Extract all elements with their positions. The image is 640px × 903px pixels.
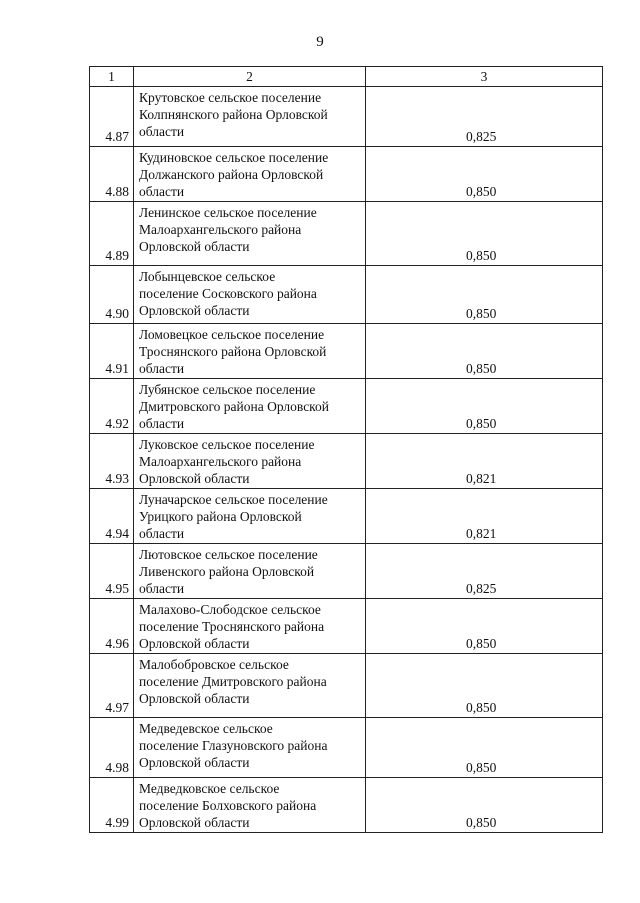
table-row	[90, 718, 603, 778]
coefficient-value: 0,825	[366, 544, 603, 599]
row-number: 4.91	[90, 324, 134, 379]
coefficient-value: 0,850	[366, 718, 603, 778]
coefficient-value: 0,850	[366, 324, 603, 379]
settlement-name	[134, 778, 366, 833]
row-number: 4.95	[90, 544, 134, 599]
settlement-name-line: Малоархангельского района	[139, 454, 302, 469]
settlement-name-line: области	[139, 416, 185, 431]
page-number: 9	[316, 34, 324, 50]
header-col-1: 1	[90, 67, 134, 87]
header-col-2: 2	[134, 67, 366, 87]
settlement-name-line: Малахово-Слободское сельское	[139, 602, 321, 617]
settlement-name-line: Медведковское сельское	[139, 781, 280, 796]
settlement-name-line: Орловской области	[139, 303, 250, 318]
settlement-name-line: области	[139, 581, 185, 596]
settlement-name-line: Малоархангельского района	[139, 222, 302, 237]
settlement-name	[134, 434, 366, 489]
settlement-name-line: области	[139, 526, 185, 541]
settlement-name-line: Орловской области	[139, 471, 250, 486]
settlement-name-line: Крутовское сельское поселение	[139, 90, 322, 105]
table-row	[90, 489, 603, 544]
table-header-row	[90, 67, 603, 87]
settlement-name-line: Лютовское сельское поселение	[139, 547, 318, 562]
settlement-name	[134, 654, 366, 718]
table-row	[90, 266, 603, 324]
coefficient-value: 0,821	[366, 489, 603, 544]
coefficient-value: 0,850	[366, 599, 603, 654]
header-col-3: 3	[366, 67, 603, 87]
settlement-name-line: Лубянское сельское поселение	[139, 382, 316, 397]
settlement-name-line: Ливенского района Орловской	[139, 564, 315, 579]
table-row	[90, 544, 603, 599]
settlement-name-line: области	[139, 184, 185, 199]
settlement-name-line: Ломовецкое сельское поселение	[139, 327, 325, 342]
settlement-name-line: Троснянского района Орловской	[139, 344, 327, 359]
coefficient-value: 0,850	[366, 379, 603, 434]
settlement-name-line: Орловской области	[139, 815, 250, 830]
coefficient-value: 0,850	[366, 778, 603, 833]
row-number: 4.99	[90, 778, 134, 833]
settlement-name-line: Орловской области	[139, 239, 250, 254]
coefficient-value: 0,850	[366, 654, 603, 718]
settlement-name-line: Медведевское сельское	[139, 721, 273, 736]
settlement-name	[134, 324, 366, 379]
table-row	[90, 202, 603, 266]
settlement-name-line: Ленинское сельское поселение	[139, 205, 317, 220]
coefficient-value: 0,850	[366, 266, 603, 324]
settlements-table	[89, 66, 603, 833]
settlement-name-line: Луковское сельское поселение	[139, 437, 315, 452]
settlement-name	[134, 379, 366, 434]
row-number: 4.88	[90, 147, 134, 202]
settlement-name-line: Дмитровского района Орловской	[139, 399, 330, 414]
table-row	[90, 324, 603, 379]
row-number: 4.90	[90, 266, 134, 324]
settlement-name-line: поселение Сосковского района	[139, 286, 317, 301]
coefficient-value: 0,850	[366, 202, 603, 266]
table-row	[90, 147, 603, 202]
coefficient-value: 0,821	[366, 434, 603, 489]
table-row	[90, 379, 603, 434]
settlement-name	[134, 489, 366, 544]
row-number: 4.97	[90, 654, 134, 718]
settlement-name-line: Колпнянского района Орловской	[139, 107, 328, 122]
table-row	[90, 654, 603, 718]
settlement-name	[134, 544, 366, 599]
settlement-name	[134, 718, 366, 778]
coefficient-value: 0,850	[366, 147, 603, 202]
settlement-name-line: Должанского района Орловской	[139, 167, 324, 182]
settlement-name-line: Малобобровское сельское	[139, 657, 289, 672]
table-row	[90, 434, 603, 489]
settlement-name	[134, 266, 366, 324]
settlement-name-line: поселение Болховского района	[139, 798, 317, 813]
row-number: 4.93	[90, 434, 134, 489]
settlement-name	[134, 599, 366, 654]
table-row	[90, 87, 603, 147]
settlement-name-line: Лобынцевское сельское	[139, 269, 276, 284]
settlement-name-line: Орловской области	[139, 636, 250, 651]
row-number: 4.96	[90, 599, 134, 654]
coefficient-value: 0,825	[366, 87, 603, 147]
settlement-name-line: Орловской области	[139, 691, 250, 706]
table-row	[90, 599, 603, 654]
row-number: 4.98	[90, 718, 134, 778]
table-row	[90, 778, 603, 833]
settlement-name-line: поселение Дмитровского района	[139, 674, 327, 689]
row-number: 4.87	[90, 87, 134, 147]
settlement-name-line: области	[139, 361, 185, 376]
row-number: 4.92	[90, 379, 134, 434]
settlement-name-line: Орловской области	[139, 755, 250, 770]
settlement-name-line: поселение Троснянского района	[139, 619, 325, 634]
settlement-name	[134, 147, 366, 202]
settlement-name	[134, 202, 366, 266]
row-number: 4.89	[90, 202, 134, 266]
settlement-name-line: Кудиновское сельское поселение	[139, 150, 329, 165]
settlement-name	[134, 87, 366, 147]
settlement-name-line: поселение Глазуновского района	[139, 738, 328, 753]
row-number: 4.94	[90, 489, 134, 544]
settlement-name-line: области	[139, 124, 185, 139]
settlement-name-line: Урицкого района Орловской	[139, 509, 302, 524]
settlement-name-line: Луначарское сельское поселение	[139, 492, 328, 507]
